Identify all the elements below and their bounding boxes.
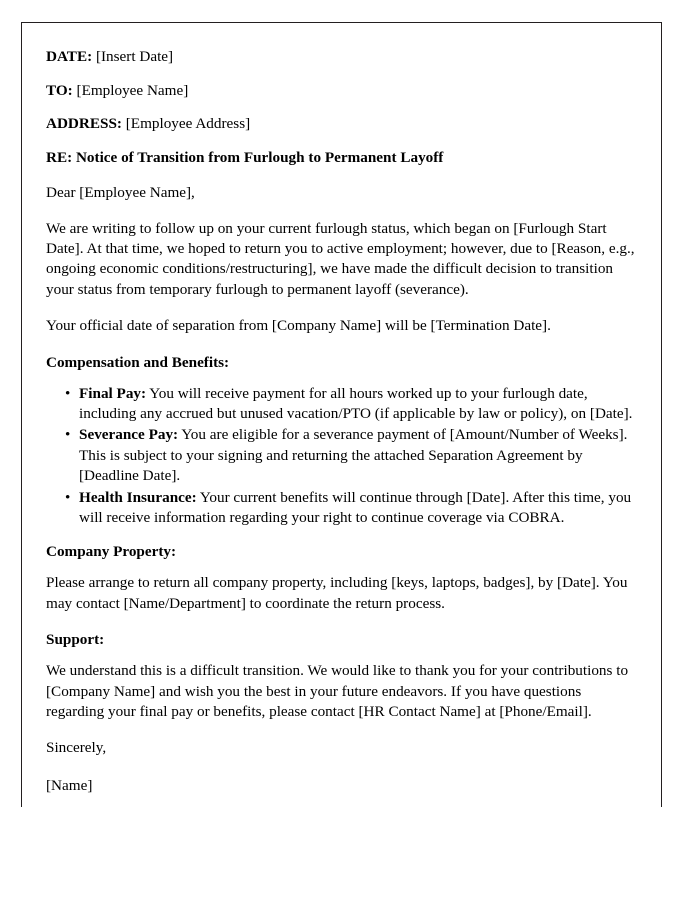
closing-line: Sincerely, [46, 739, 107, 757]
list-item [46, 488, 637, 529]
separation-paragraph: Your official date of separation from [Company Name] will be [Termination Date]. [46, 317, 551, 335]
address-line [46, 114, 637, 134]
date-value: [Insert Date] [95, 48, 174, 65]
list-item [46, 425, 637, 486]
list-item [46, 384, 637, 425]
bullet-icon: • [65, 426, 71, 444]
intro-paragraph: We are writing to follow up on your current furlough status, which began on [Furlough Start Date]. At that time, we hoped to return you to active employment; however, due to [Reason, e.g., ongoing economic conditions/restructuring], we have made the difficult decision to transition your status from temporary furlough to permanent layoff (severance). [46, 219, 635, 298]
support-heading: Support: [46, 631, 105, 649]
bullet-text: You are eligible for a severance payment of [Amount/Number of Weeks]. This is subject to your signing and returning the attached Separation Agreement by [Deadline Date]. [79, 426, 628, 485]
bullet-term: Severance Pay: [79, 426, 179, 444]
salutation: Dear [Employee Name], [46, 183, 195, 201]
to-label: TO: [46, 81, 73, 99]
date-label: DATE: [46, 48, 93, 65]
bullet-text: You will receive payment for all hours worked up to your furlough date, including any accrued but unused vacation/PTO (if applicable by law or policy), on [Date]. [79, 384, 633, 422]
compensation-heading: Compensation and Benefits: [46, 353, 230, 371]
date-line [46, 47, 637, 67]
bullet-text: Your current benefits will continue through [Date]. After this time, you will receive information regarding your right to continue coverage via COBRA. [79, 488, 632, 526]
company-property-heading: Company Property: [46, 543, 177, 561]
subject-line: RE: Notice of Transition from Furlough to Permanent Layoff [46, 148, 444, 166]
company-property-paragraph: Please arrange to return all company property, including [keys, laptops, badges], by [Date]. You may contact [Name/Department] to coordinate the return process. [46, 574, 628, 612]
bullet-icon: • [65, 384, 71, 402]
address-value: [Employee Address] [125, 115, 251, 132]
compensation-bullet-list [46, 384, 637, 529]
bullet-icon: • [65, 488, 71, 506]
to-line [46, 81, 637, 101]
address-label: ADDRESS: [46, 115, 122, 132]
support-paragraph: We understand this is a difficult transition. We would like to thank you for your contributions to [Company Name] and wish you the best in your future endeavors. If you have questions regarding your final pay or benefits, please contact [HR Contact Name] at [Phone/Email]. [46, 662, 629, 720]
bullet-term: Final Pay: [79, 384, 147, 402]
document-body [46, 47, 637, 796]
bullet-term: Health Insurance: [79, 488, 197, 506]
document-page [21, 22, 662, 807]
to-value: [Employee Name] [76, 81, 189, 99]
signature-name: [Name] [46, 777, 93, 795]
